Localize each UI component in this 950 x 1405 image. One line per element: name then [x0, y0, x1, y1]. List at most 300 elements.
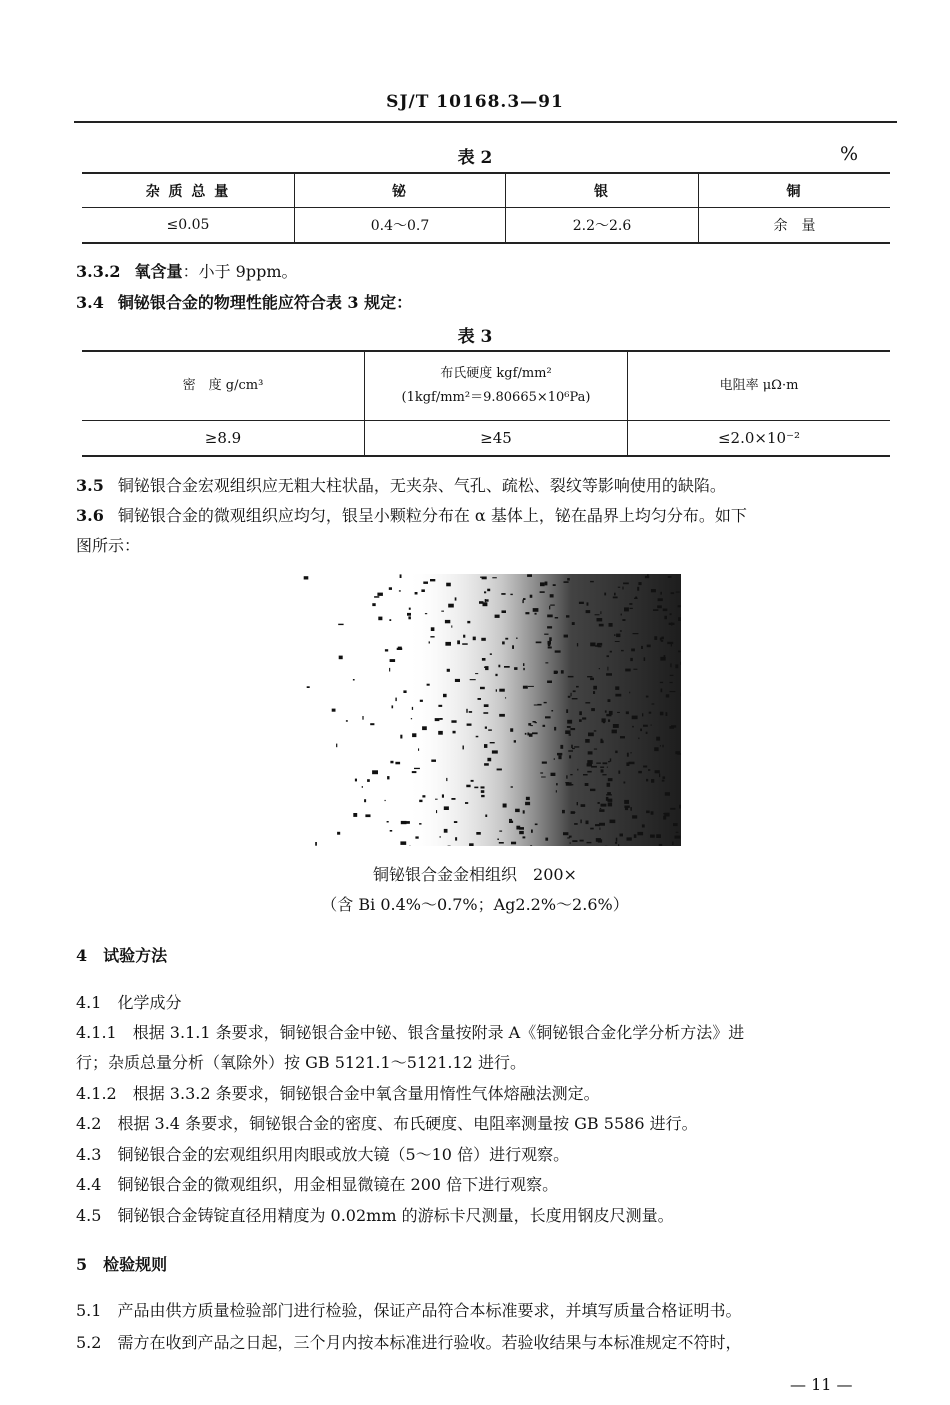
micrograph-grain — [630, 658, 633, 661]
micrograph-grain — [590, 678, 594, 680]
micrograph-grain — [646, 732, 648, 734]
micrograph-grain — [588, 751, 593, 754]
micrograph-grain — [654, 636, 657, 640]
micrograph-grain — [525, 802, 530, 805]
micrograph-grain — [353, 813, 357, 817]
micrograph-grain — [610, 758, 611, 761]
micrograph-grain — [560, 745, 563, 749]
micrograph-grain — [512, 645, 514, 649]
micrograph-grain — [387, 776, 389, 779]
micrograph-grain — [480, 577, 484, 578]
micrograph-grain — [499, 714, 505, 717]
micrograph-grain — [651, 779, 654, 783]
micrograph-grain — [621, 614, 622, 616]
micrograph-grain — [595, 824, 600, 826]
micrograph-grain — [531, 830, 533, 833]
micrograph-grain — [419, 823, 421, 825]
micrograph-grain — [544, 634, 548, 635]
micrograph-grain — [610, 820, 616, 824]
micrograph-grain — [390, 830, 393, 832]
micrograph-grain — [597, 643, 602, 646]
micrograph-grain — [624, 782, 626, 784]
micrograph-grain — [572, 622, 575, 625]
table2-cell: 0.4～0.7 — [295, 208, 506, 244]
table3-caption: 表 3 — [457, 327, 493, 347]
micrograph-grain — [484, 591, 486, 593]
micrograph-grain — [465, 802, 468, 804]
micrograph-grain — [527, 574, 532, 577]
micrograph-grain — [638, 738, 639, 740]
micrograph-grain — [545, 838, 548, 841]
micrograph-grain — [446, 778, 447, 781]
micrograph-grain — [455, 679, 460, 682]
micrograph-grain — [509, 821, 513, 823]
table2-header-row — [82, 173, 890, 208]
micrograph-grain — [567, 837, 570, 838]
micrograph-grain — [395, 698, 396, 702]
table2-header: 杂 质 总 量 — [82, 173, 295, 208]
hardness-label: 布氏硬度 kgf/mm² — [440, 366, 552, 381]
micrograph-grain — [471, 780, 474, 782]
micrograph-grain — [385, 800, 386, 801]
micrograph-grain — [593, 691, 595, 694]
micrograph-grain — [547, 615, 553, 618]
document-code: SJ/T 10168.3—91 — [386, 92, 564, 112]
micrograph-grain — [530, 725, 533, 726]
micrograph-grain — [408, 616, 411, 619]
table2-header: 铜 — [699, 173, 891, 208]
micrograph-grain — [616, 634, 620, 638]
micrograph-grain — [594, 749, 597, 750]
clause-3-3-2 — [76, 259, 298, 282]
micrograph-grain — [570, 728, 575, 730]
micrograph-grain — [646, 696, 649, 698]
micrograph-grain — [618, 844, 619, 846]
micrograph-grain — [574, 823, 578, 825]
micrograph-grain — [673, 823, 678, 826]
micrograph-grain — [671, 643, 672, 647]
micrograph-grain — [661, 637, 664, 640]
micrograph-grain — [672, 842, 673, 845]
micrograph-grain — [659, 774, 660, 778]
micrograph-grain — [419, 800, 422, 802]
clause-4-5: 4.5 铜铋银合金铸锭直径用精度为 0.02mm 的游标卡尺测量，长度用钢皮尺测量。 — [76, 1206, 674, 1225]
table3 — [82, 350, 890, 457]
micrograph-grain — [436, 810, 437, 813]
micrograph-grain — [602, 718, 606, 722]
micrograph-grain — [670, 808, 675, 810]
micrograph-grain — [481, 795, 485, 797]
micrograph-grain — [435, 799, 438, 800]
micrograph-grain — [602, 774, 606, 775]
micrograph-grain — [660, 712, 664, 716]
micrograph-grain — [567, 720, 572, 724]
micrograph-grain — [646, 779, 648, 782]
micrograph-grain — [618, 771, 620, 774]
micrograph-grain — [581, 804, 586, 807]
micrograph-grain — [614, 593, 616, 596]
micrograph-grain — [657, 605, 662, 608]
micrograph-grain — [664, 655, 666, 658]
micrograph-grain — [587, 760, 592, 764]
micrograph-grain — [572, 812, 576, 813]
micrograph-grain — [422, 795, 425, 797]
micrograph-grain — [540, 591, 545, 593]
micrograph-grain — [661, 640, 664, 642]
micrograph-grain — [549, 606, 550, 610]
micrograph-grain — [403, 690, 406, 693]
micrograph-grain — [676, 832, 679, 833]
micrograph-grain — [412, 771, 417, 773]
micrograph-grain — [523, 663, 524, 666]
table3-header-row — [82, 351, 890, 421]
micrograph-grain — [503, 804, 507, 808]
micrograph-grain — [444, 829, 448, 833]
micrograph-grain — [640, 729, 642, 732]
micrograph-grain — [632, 716, 638, 720]
micrograph-grain — [570, 842, 571, 844]
micrograph-grain — [392, 705, 394, 708]
micrograph-grain — [485, 599, 486, 602]
micrograph-grain — [372, 603, 375, 606]
micrograph-grain — [505, 638, 508, 640]
micrograph-grain — [530, 595, 533, 598]
micrograph-grain — [499, 689, 505, 692]
micrograph-grain — [523, 836, 526, 838]
micrograph-grain — [412, 707, 413, 710]
micrograph-grain — [315, 842, 317, 846]
micrograph-grain — [485, 666, 488, 670]
micrograph-grain — [555, 617, 558, 619]
clause-3-6 — [76, 503, 747, 526]
table3-header-hardness — [365, 351, 628, 421]
micrograph-grain — [487, 589, 490, 592]
micrograph-grain — [598, 646, 602, 648]
micrograph-grain — [675, 664, 678, 668]
micrograph-grain — [670, 663, 671, 667]
micrograph-grain — [566, 709, 568, 713]
micrograph-grain — [474, 787, 478, 789]
micrograph-grain — [451, 625, 452, 627]
micrograph-grain — [463, 746, 464, 750]
table2-cell: ≤0.05 — [82, 208, 295, 244]
micrograph-grain — [633, 633, 639, 634]
micrograph-grain — [480, 687, 485, 689]
micrograph-grain — [463, 635, 465, 638]
micrograph-grain — [631, 649, 635, 652]
micrograph-grain — [678, 651, 681, 653]
micrograph-grain — [574, 746, 579, 747]
micrograph-grain — [587, 602, 589, 605]
micrograph-grain — [569, 755, 571, 758]
micrograph-grain — [625, 669, 631, 672]
micrograph-grain — [516, 638, 518, 639]
clause-4-3: 4.3 铜铋银合金的宏观组织用肉眼或放大镜（5～10 倍）进行观察。 — [76, 1145, 570, 1164]
micrograph-grain — [307, 686, 310, 688]
micrograph-grain — [663, 609, 668, 612]
micrograph-grain — [586, 821, 589, 825]
micrograph-grain — [566, 615, 569, 617]
micrograph-grain — [535, 722, 537, 723]
micrograph-grain — [670, 691, 676, 692]
micrograph-grain — [643, 766, 647, 768]
micrograph-grain — [549, 637, 552, 641]
micrograph-image — [296, 574, 681, 846]
micrograph-grain — [476, 832, 481, 835]
micrograph-grain — [523, 598, 526, 600]
micrograph-grain — [431, 760, 436, 762]
micrograph-grain — [651, 589, 656, 592]
micrograph-grain — [467, 724, 472, 726]
micrograph-grain — [339, 656, 343, 660]
micrograph-grain — [545, 716, 551, 718]
micrograph-grain — [484, 704, 489, 707]
micrograph-grain — [668, 576, 672, 578]
micrograph-grain — [550, 594, 554, 597]
figure-caption: 铜铋银合金金相组织 200× — [373, 865, 577, 884]
micrograph-grain — [633, 669, 637, 670]
micrograph-grain — [427, 684, 430, 686]
micrograph-grain — [658, 598, 663, 601]
micrograph-grain — [567, 578, 570, 581]
micrograph-grain — [540, 772, 543, 773]
micrograph-grain — [439, 718, 442, 720]
micrograph-grain — [590, 643, 595, 647]
micrograph-grain — [451, 798, 455, 800]
micrograph-grain — [587, 842, 592, 843]
micrograph-grain — [630, 807, 632, 811]
micrograph-grain — [568, 750, 573, 751]
micrograph-grain — [497, 839, 499, 841]
clause-label: 氧含量 — [134, 262, 183, 281]
micrograph-grain — [554, 671, 558, 674]
micrograph-grain — [615, 694, 621, 697]
micrograph-grain — [445, 642, 451, 646]
micrograph-grain — [647, 645, 651, 648]
micrograph-grain — [400, 574, 402, 578]
micrograph-grain — [606, 797, 609, 801]
micrograph-grain — [572, 748, 575, 749]
micrograph-grain — [579, 711, 582, 715]
table2-unit: % — [840, 143, 859, 165]
micrograph-grain — [666, 712, 668, 716]
micrograph-grain — [629, 762, 635, 765]
micrograph-grain — [568, 696, 571, 698]
micrograph-grain — [431, 627, 435, 631]
micrograph-grain — [400, 735, 402, 739]
micrograph-grain — [571, 693, 572, 697]
micrograph-grain — [587, 771, 591, 773]
micrograph-grain — [411, 718, 412, 719]
micrograph-grain — [606, 794, 612, 795]
micrograph-grain — [585, 739, 590, 743]
section-4-title: 4 试验方法 — [76, 946, 168, 965]
micrograph-grain — [505, 697, 506, 698]
micrograph-grain — [525, 612, 529, 614]
micrograph-grain — [514, 667, 517, 670]
table3-header-density: 密 度 g/cm³ — [82, 351, 365, 421]
micrograph-grain — [501, 593, 505, 595]
micrograph-grain — [573, 690, 576, 692]
micrograph-grain — [598, 802, 600, 804]
micrograph-grain — [644, 657, 646, 661]
micrograph-grain — [576, 686, 579, 688]
micrograph-grain — [643, 725, 648, 727]
micrograph-grain — [624, 806, 629, 808]
micrograph-grain — [597, 618, 603, 621]
micrograph-grain — [455, 597, 457, 600]
micrograph-grain — [600, 611, 601, 614]
micrograph-grain — [495, 615, 500, 618]
table2-caption: 表 2 — [457, 148, 493, 168]
micrograph-grain — [545, 582, 548, 586]
table3-cell: ≤2.0×10⁻² — [628, 421, 891, 457]
micrograph-grain — [543, 725, 546, 727]
micrograph-grain — [607, 667, 608, 671]
micrograph-grain — [614, 634, 615, 636]
micrograph-grain — [570, 774, 572, 775]
micrograph-grain — [654, 747, 658, 751]
header-rule — [74, 121, 897, 123]
micrograph-grain — [510, 594, 512, 595]
micrograph-grain — [634, 834, 637, 838]
clause-4-1: 4.1 化学成分 — [76, 993, 182, 1012]
micrograph-grain — [620, 630, 622, 631]
micrograph-grain — [469, 843, 474, 846]
micrograph-grain — [400, 841, 406, 845]
micrograph-grain — [624, 800, 629, 804]
micrograph-grain — [615, 842, 617, 844]
micrograph-grain — [522, 600, 523, 604]
micrograph-grain — [655, 770, 660, 773]
micrograph-grain — [624, 607, 629, 611]
micrograph-grain — [572, 698, 578, 699]
micrograph-grain — [651, 725, 652, 726]
micrograph-grain — [649, 712, 652, 714]
micrograph-grain — [550, 605, 555, 606]
micrograph-grain — [660, 745, 661, 746]
micrograph-grain — [637, 587, 639, 591]
micrograph-grain — [565, 782, 569, 783]
micrograph-grain — [497, 769, 502, 771]
micrograph-grain — [653, 609, 658, 611]
micrograph-grain — [587, 676, 592, 677]
micrograph-grain — [336, 744, 337, 748]
table2-cell: 余 量 — [699, 208, 891, 244]
micrograph-grain — [496, 689, 497, 691]
micrograph-grain — [451, 720, 456, 723]
micrograph-grain — [409, 608, 411, 610]
micrograph-grain — [642, 824, 645, 827]
clause-4-1-1-continued: 行；杂质总量分析（氧除外）按 GB 5121.1～5121.12 进行。 — [76, 1053, 526, 1072]
micrograph-grain — [572, 840, 577, 842]
micrograph-grain — [467, 621, 470, 623]
micrograph-grain — [389, 668, 390, 672]
micrograph-grain — [608, 778, 613, 781]
micrograph-grain — [606, 714, 611, 716]
micrograph-grain — [421, 589, 425, 592]
micrograph-grain — [603, 762, 608, 764]
micrograph-grain — [389, 587, 392, 590]
table2-header: 银 — [506, 173, 699, 208]
micrograph-grain — [627, 753, 629, 757]
micrograph-grain — [608, 761, 610, 762]
micrograph-grain — [544, 702, 547, 703]
micrograph-grain — [390, 659, 396, 662]
micrograph-grain — [596, 838, 601, 842]
micrograph-grain — [454, 821, 457, 823]
micrograph-grain — [387, 821, 389, 823]
micrograph-grain — [525, 733, 527, 735]
micrograph-grain — [519, 831, 524, 834]
micrograph-grain — [483, 712, 488, 714]
micrograph-grain — [620, 834, 624, 837]
micrograph-grain — [526, 797, 530, 800]
micrograph-grain — [632, 726, 634, 728]
micrograph-grain — [670, 682, 673, 683]
micrograph-grain — [577, 802, 578, 805]
micrograph-grain — [571, 745, 573, 748]
micrograph-grain — [564, 635, 568, 638]
micrograph-grain — [669, 623, 675, 625]
micrograph-grain — [659, 844, 662, 846]
micrograph-grain — [671, 592, 675, 594]
clause-number: 3.5 — [76, 476, 104, 495]
micrograph-grain — [606, 673, 612, 676]
micrograph-grain — [338, 624, 343, 625]
micrograph-grain — [430, 579, 435, 581]
micrograph-grain — [542, 762, 547, 764]
micrograph-grain — [509, 819, 512, 821]
micrograph-grain — [569, 836, 572, 838]
micrograph-grain — [365, 814, 370, 817]
micrograph-grain — [622, 619, 625, 621]
micrograph-grain — [455, 837, 457, 840]
clause-5-2: 5.2 需方在收到产品之日起，三个月内按本标准进行验收。若验收结果与本标准规定不符时， — [76, 1333, 742, 1352]
micrograph-grain — [664, 813, 669, 817]
micrograph-grain — [613, 597, 618, 599]
micrograph-grain — [568, 676, 574, 678]
micrograph-grain — [548, 647, 552, 649]
micrograph-grain — [554, 758, 555, 760]
micrograph-grain — [481, 638, 486, 641]
micrograph-grain — [632, 815, 637, 818]
micrograph-grain — [612, 730, 617, 734]
clause-4-1-1: 4.1.1 根据 3.1.1 条要求，铜铋银合金中铋、银含量按附录 A《铜铋银合金化学分析方法》进 — [76, 1023, 745, 1042]
table3-header-resistivity: 电阻率 μΩ·m — [628, 351, 891, 421]
micrograph-grain — [577, 643, 578, 646]
micrograph-grain — [616, 838, 618, 842]
micrograph-grain — [484, 744, 487, 748]
micrograph-grain — [353, 679, 355, 681]
micrograph-grain — [638, 582, 641, 585]
micrograph-grain — [444, 806, 449, 810]
micrograph-grain — [590, 828, 594, 830]
micrograph-grain — [638, 771, 642, 773]
micrograph-grain — [447, 669, 450, 672]
micrograph-grain — [407, 613, 411, 616]
micrograph-grain — [470, 679, 476, 680]
micrograph-grain — [415, 836, 418, 838]
micrograph-grain — [675, 751, 680, 754]
micrograph-grain — [556, 783, 558, 785]
micrograph-grain — [600, 808, 601, 809]
micrograph-grain — [679, 805, 681, 809]
micrograph-grain — [504, 666, 510, 668]
micrograph-grain — [594, 730, 597, 731]
micrograph-grain — [595, 614, 600, 615]
micrograph-grain — [608, 802, 612, 806]
